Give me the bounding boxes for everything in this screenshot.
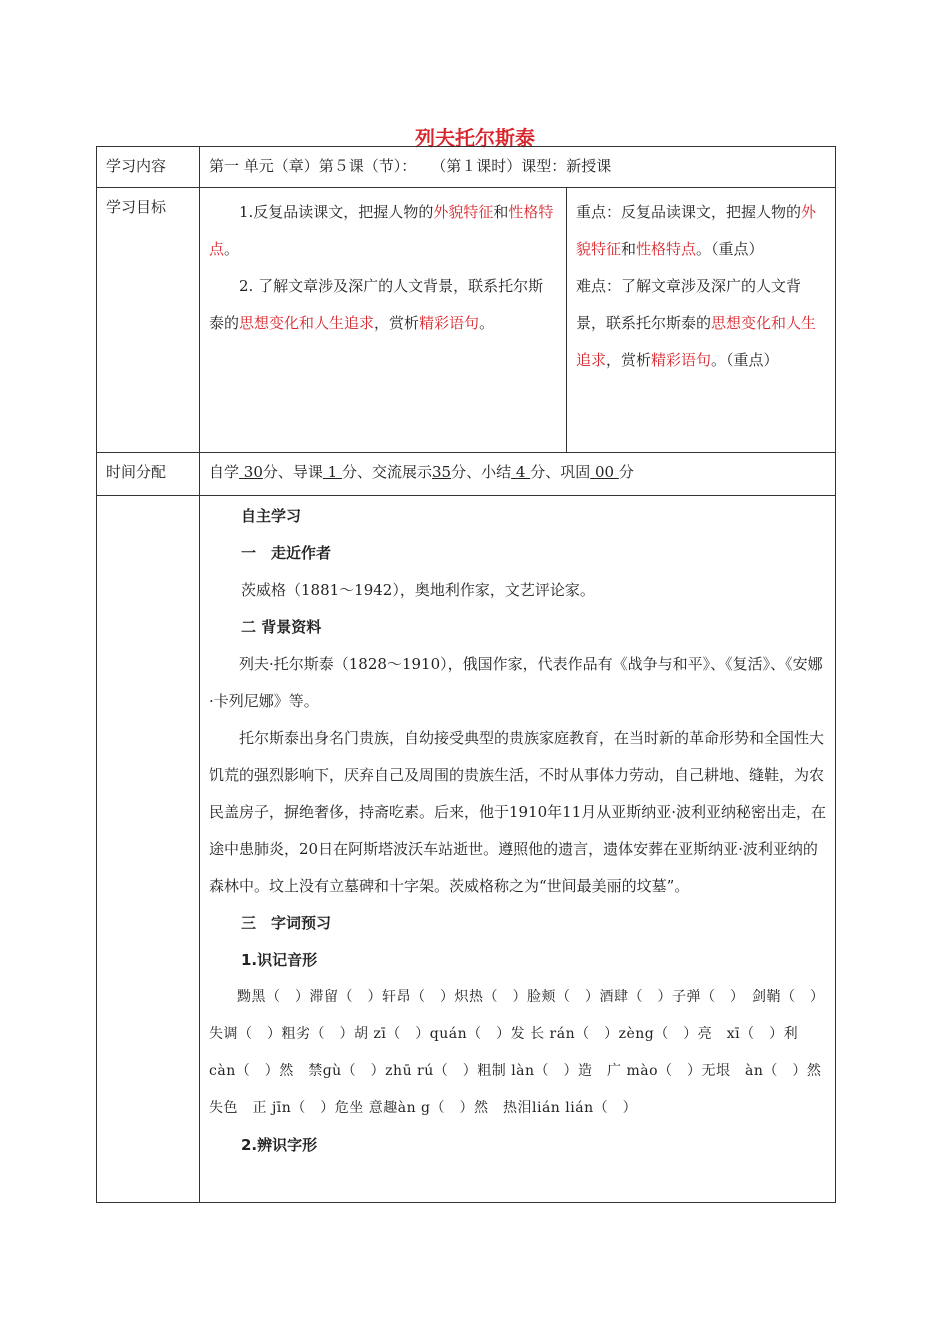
- label-learning-goals: 学习目标: [97, 188, 200, 453]
- heading-background: 二 背景资料: [241, 618, 322, 636]
- row-main-content: [97, 496, 836, 1203]
- value-learning-content: 第一 单元（章）第５课（节）： （第１课时）课型：新授课: [200, 147, 836, 188]
- row-learning-goals: [97, 188, 836, 453]
- label-time-allocation: 时间分配: [97, 453, 200, 496]
- heading-vocab-characters: 2.辨识字形: [241, 1136, 318, 1154]
- main-content: [200, 496, 836, 1203]
- page-title: 列夫托尔斯泰: [415, 126, 535, 150]
- goal-1: 1.反复品读课文，把握人物的外貌特征和性格特点。: [209, 203, 554, 258]
- background-para-2: 托尔斯泰出身名门贵族，自幼接受典型的贵族家庭教育，在当时新的革命形势和全国性大饥荒的强烈影响下，厌弃自己及周围的贵族生活，不时从事体力劳动，自己耕地、缝鞋，为农民盖房子，摒绝奢侈，持斋吃素。后来，他于1910年11月从亚斯纳亚·波利亚纳秘密出走，在途中患肺炎，20日在阿斯塔波沃车站逝世。遵照他的遗言，遗体安葬在亚斯纳亚·波利亚纳的森林中。坟上没有立墓碑和十字架。茨威格称之为“世间最美丽的坟墓”。: [209, 729, 827, 895]
- lesson-plan-table: [96, 146, 836, 1203]
- key-difficult-points: [567, 188, 836, 453]
- row-time-allocation: [97, 453, 836, 496]
- goal-2: 2. 了解文章涉及深广的人文背景，联系托尔斯泰的思想变化和人生追求，赏析精彩语句。: [209, 277, 544, 332]
- row-learning-content: [97, 147, 836, 188]
- main-left-blank: [97, 496, 200, 1203]
- background-para-1: 列夫·托尔斯泰（1828～1910），俄国作家，代表作品有《战争与和平》、《复活》、《安娜·卡列尼娜》等。: [209, 655, 823, 710]
- difficult-point: 难点：了解文章涉及深广的人文背景，联系托尔斯泰的思想变化和人生追求，赏析精彩语句。（重点）: [576, 277, 817, 369]
- goals-list: [200, 188, 567, 453]
- heading-vocab: 三 字词预习: [241, 914, 332, 932]
- key-point: 重点：反复品读课文，把握人物的外貌特征和性格特点。（重点）: [576, 203, 817, 258]
- heading-self-study: 自主学习: [241, 507, 302, 525]
- value-time-allocation: 自学 30分、导课 1 分、交流展示35分、小结 4 分、巩固 00 分: [200, 453, 836, 496]
- vocab-exercise: 黝黑（ ）滞留（ ）轩昂（ ）炽热（ ）脸颊（ ）酒肆（ ）子弹（ ） 剑鞘（ ）失调（ ）粗劣（ ）胡 zī（ ）quán（ ）发 长 rán（ ）zèng（ ）亮 xī（ ）利 càn（ ）然 禁ɡù（ ）zhū rú（ ）粗制 làn（ ）造 广 mào（ ）无垠 àn（ ）然失色 正 jīn（ ）危坐 意趣àn g（ ）然 热泪lián lián（ ）: [209, 989, 825, 1116]
- heading-vocab-pronunciation: 1.识记音形: [241, 951, 318, 969]
- author-intro: 茨威格（1881～1942），奥地利作家，文艺评论家。: [241, 581, 595, 599]
- label-learning-content: 学习内容: [97, 147, 200, 188]
- heading-author: 一 走近作者: [241, 544, 332, 562]
